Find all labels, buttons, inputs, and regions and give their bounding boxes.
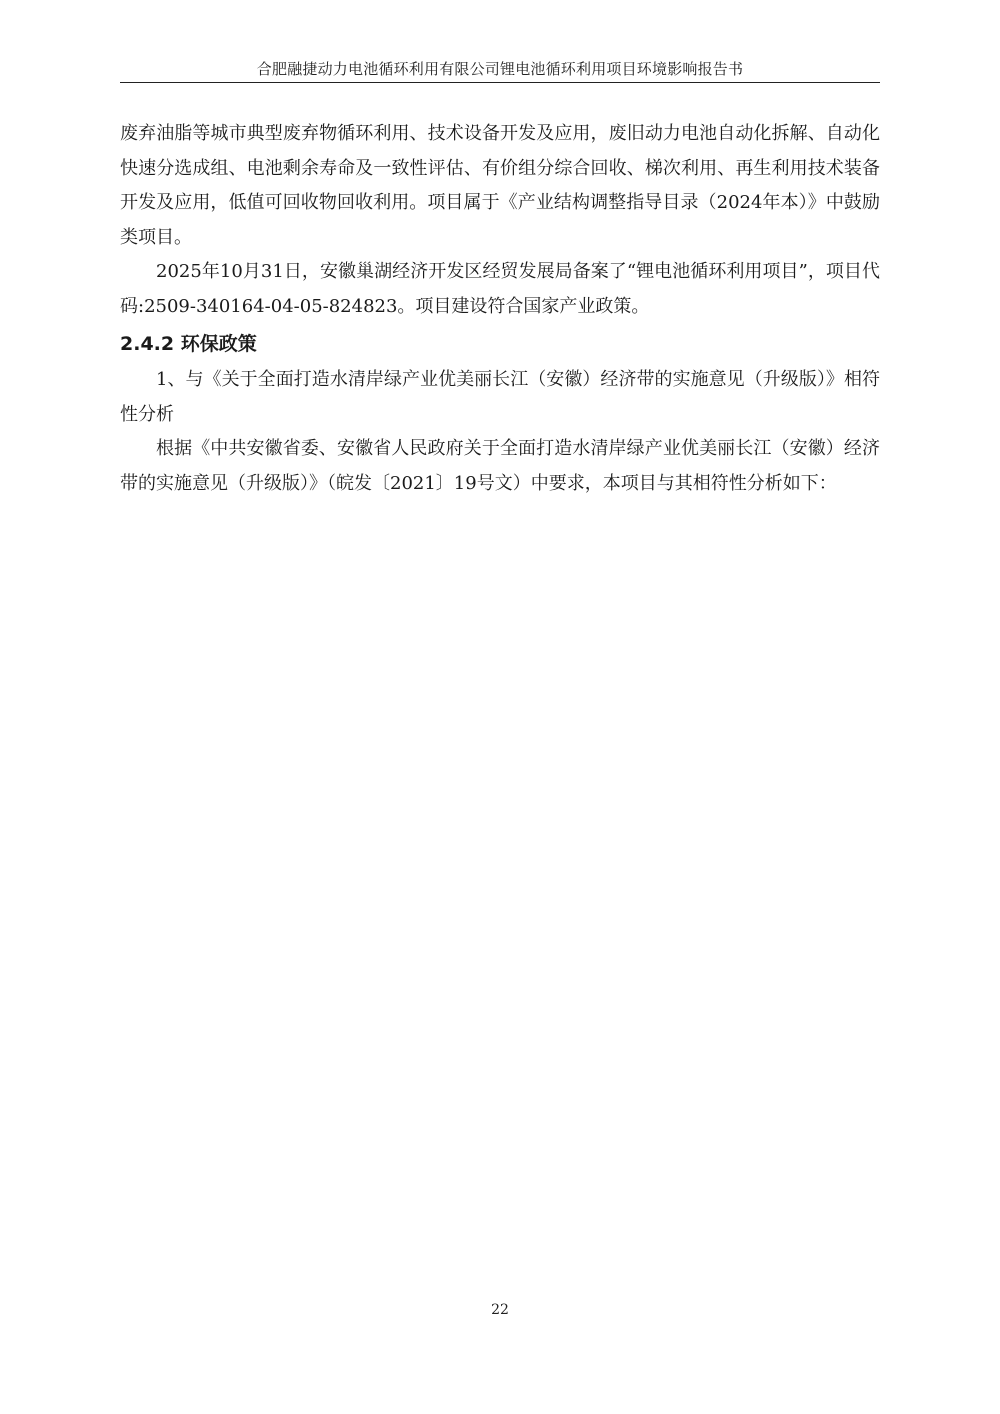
paragraph-project-filing: 2025年10月31日，安徽巢湖经济开发区经贸发展局备案了“锂电池循环利用项目”，项目代码:2509-340164-04-05-824823。项目建设符合国家产业政策。 bbox=[120, 261, 880, 317]
header-divider bbox=[120, 82, 880, 83]
running-header-title: 合肥融捷动力电池循环利用有限公司锂电池循环利用项目环境影响报告书 bbox=[256, 60, 744, 78]
paragraph-industry-policy-continued: 废弃油脂等城市典型废弃物循环利用、技术设备开发及应用，废旧动力电池自动化拆解、自动化快速分选成组、电池剩余寿命及一致性评估、有价组分综合回收、梯次利用、再生利用技术装备开发及应用，低值可回收物回收利用。项目属于《产业结构调整指导目录（2024年本）》中鼓励类项目。 bbox=[120, 123, 880, 248]
paragraph-compliance-basis: 根据《中共安徽省委、安徽省人民政府关于全面打造水清岸绿产业优美丽长江（安徽）经济带的实施意见（升级版）》（皖发〔2021〕19号文）中要求，本项目与其相符性分析如下： bbox=[120, 438, 880, 494]
paragraph-compliance-item-1: 1、与《关于全面打造水清岸绿产业优美丽长江（安徽）经济带的实施意见（升级版）》相符性分析 bbox=[120, 369, 880, 425]
page-number: 22 bbox=[491, 1302, 509, 1318]
page-body bbox=[120, 117, 880, 501]
section-heading-environmental-policy: 2.4.2 环保政策 bbox=[120, 333, 257, 355]
